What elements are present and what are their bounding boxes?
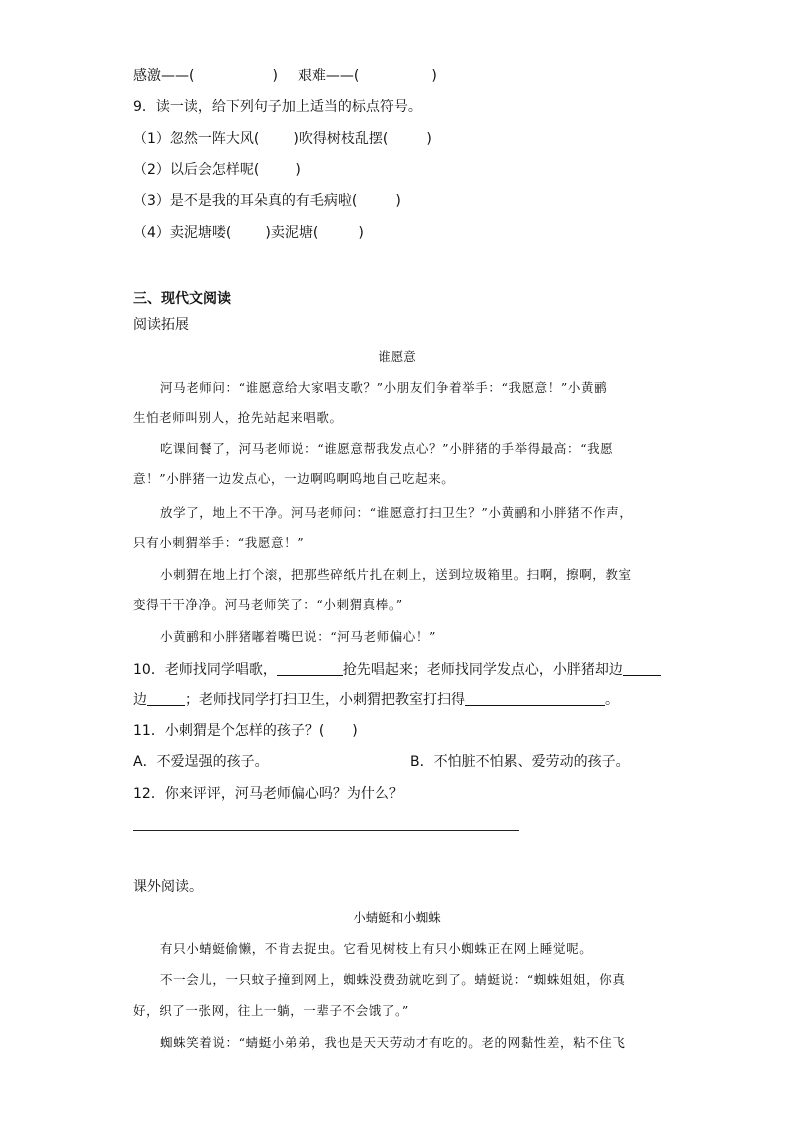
q9-item-1-a: （1）忽然一阵大风( (133, 131, 260, 147)
story1-line: 变得干干净净。河马老师笑了：“小刺猬真棒。” (133, 597, 403, 612)
q9-item-4 (133, 223, 364, 243)
q8-right-close: ) (431, 68, 437, 84)
story2-line: 不一会儿，一只蚊子撞到网上，蜘蛛没费劲就吃到了。蜻蜓说：“蜘蛛姐姐，你真 (160, 972, 626, 987)
q9-stem: 9．读一读，给下列句子加上适当的标点符号。 (133, 99, 422, 115)
q10-blank-3[interactable] (147, 691, 185, 706)
q8-left-close: ) (272, 68, 278, 84)
story1-line: 只有小刺猬举手：“我愿意！” (133, 535, 305, 550)
story2-title: 小蜻蜓和小蜘蛛 (353, 910, 441, 925)
q10-text-a: 10．老师找同学唱歌， (133, 662, 277, 678)
q11-option-b[interactable]: B．不怕脏不怕累、爱劳动的孩子。 (410, 754, 630, 770)
story2-line: 有只小蜻蜓偷懒，不肯去捉虫。它看见树枝上有只小蜘蛛正在网上睡觉呢。 (160, 941, 593, 956)
story1-line: 意！”小胖猪一边发点心，一边啊呜啊呜地自己吃起来。 (133, 471, 455, 486)
q10-line-1 (133, 660, 661, 680)
q10-text-c: 边 (133, 692, 147, 708)
story1-title: 谁愿意 (378, 349, 416, 364)
q9-item-2-a: （2）以后会怎样呢( (133, 162, 260, 178)
q9-item-3-a: （3）是不是我的耳朵真的有毛病啦( (133, 193, 358, 209)
section-heading: 三、现代文阅读 (133, 291, 231, 307)
q9-item-3 (133, 191, 401, 211)
q10-blank-2[interactable] (623, 661, 661, 676)
q8-line (133, 66, 437, 86)
q10-text-e: 。 (605, 692, 619, 708)
q8-right-text: 艰难——( (297, 68, 360, 84)
q10-text-d: ；老师找同学打扫卫生，小刺猬把教室打扫得 (185, 692, 465, 708)
q9-item-1-b: )吹得树枝乱摆( (293, 131, 389, 147)
story1-line: 小刺猬在地上打个滚，把那些碎纸片扎在刺上，送到垃圾箱里。扫啊，擦啊，教室 (160, 567, 632, 582)
story2-line: 蜘蛛笑着说：“蜻蜓小弟弟，我也是天天劳动才有吃的。老的网黏性差，粘不住飞 (160, 1035, 626, 1050)
story1-line: 小黄鹂和小胖猪嘟着嘴巴说：“河马老师偏心！” (160, 629, 436, 644)
q9-item-2-b: ) (295, 162, 301, 178)
q10-text-b: 抢先唱起来；老师找同学发点心，小胖猪却边 (342, 662, 623, 678)
q10-blank-4[interactable] (465, 691, 605, 706)
q11-option-a[interactable]: A．不爱逞强的孩子。 (133, 754, 269, 770)
q10-blank-1[interactable] (277, 661, 343, 676)
story1-line: 生怕老师叫别人，抢先站起来唱歌。 (133, 410, 343, 425)
story1-line: 河马老师问：“谁愿意给大家唱支歌？”小朋友们争着举手：“我愿意！”小黄鹂 (160, 380, 608, 395)
q9-item-1 (133, 129, 432, 149)
q10-line-2 (133, 690, 619, 710)
extra-reading-heading: 课外阅读。 (133, 879, 203, 895)
q9-item-3-b: ) (395, 193, 401, 209)
q9-item-4-a: （4）卖泥塘喽( (133, 225, 232, 241)
section-subheading: 阅读拓展 (133, 317, 189, 333)
q8-left-text: 感激——( (133, 68, 195, 84)
story2-line: 好，织了一张网，往上一躺，一辈子不会饿了。” (133, 1003, 409, 1018)
q12-answer-line[interactable] (133, 830, 519, 831)
q9-item-2 (133, 160, 301, 180)
q9-item-1-c: ) (426, 131, 432, 147)
q9-item-4-b: )卖泥塘( (265, 225, 319, 241)
story1-line: 吃课间餐了，河马老师说：“谁愿意帮我发点心？”小胖猪的手举得最高：“我愿 (160, 441, 614, 456)
q9-item-4-c: ) (358, 225, 364, 241)
story1-line: 放学了，地上不干净。河马老师问：“谁愿意打扫卫生？”小黄鹂和小胖猪不作声， (160, 505, 633, 520)
q12-stem: 12．你来评评，河马老师偏心吗？为什么？ (133, 786, 403, 802)
q11-stem: 11．小刺猬是个怎样的孩子？( ) (133, 723, 358, 739)
